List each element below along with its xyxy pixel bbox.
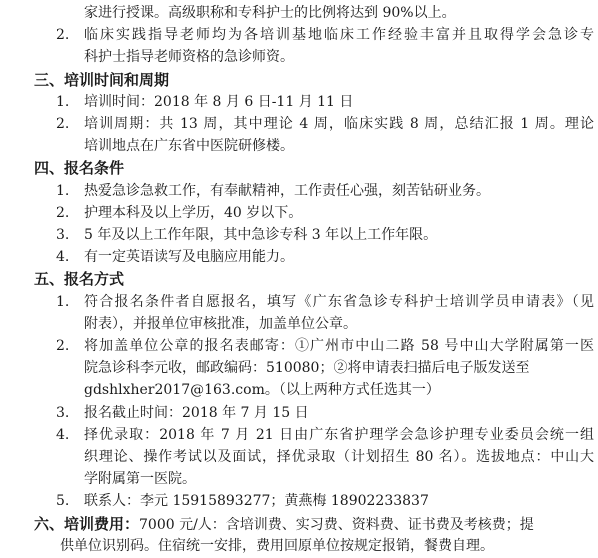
list-number: 1. [56,182,70,199]
list-number: 1. [56,93,70,110]
list-number: 5. [56,493,70,510]
paragraph-continuation: 织理论、操作考试以及面试，择优录取（计划招生 80 名）。选拔地点：中山大 [84,449,594,465]
section-heading-text: 7000 元/人：含培训费、实习费、资料费、证书费及考核费；提 [139,516,534,533]
list-number: 1. [56,293,70,310]
text-line [0,535,598,557]
paragraph-continuation: 培训地点在广东省中医院研修楼。 [84,138,294,155]
paragraph-continuation: 科护士指导老师资格的急诊师资。 [84,49,294,66]
section-heading: 四、报名条件 [34,159,125,178]
list-item-text: 联系人：李元 15915893277；黄燕梅 18902233837 [84,493,429,510]
list-item [0,291,598,313]
list-number: 2. [56,116,70,132]
text-line [0,379,598,401]
paragraph-continuation: 家进行授课。高级职称和专科护士的比例将达到 90%以上。 [84,5,456,21]
list-item [0,113,598,135]
paragraph-continuation: 供单位识别码。住宿统一安排，费用回原单位按规定报销，餐费自理。 [60,537,494,554]
paragraph-continuation: 学附属第一医院。 [84,471,196,488]
list-item [0,490,598,512]
paragraph-continuation: 附表），并报单位审核批准，加盖单位公章。 [84,315,357,332]
list-item-text: 临床实践指导老师均为各培训基地临床工作经验丰富并且取得学会急诊专 [84,27,594,44]
list-number: 2. [56,338,70,354]
list-item [0,24,598,46]
list-number: 3. [56,404,70,421]
list-item [0,91,598,113]
text-line [0,468,598,490]
list-item [0,424,598,446]
list-item-text: 护理本科及以上学历，40 岁以下。 [84,204,303,221]
list-number: 3. [56,227,70,243]
list-item [0,224,598,246]
section-heading: 六、培训费用： [34,514,140,533]
email-line: gdshlxher2017@163.com。（以上两种方式任选其一） [84,382,440,399]
list-item-text: 将加盖单位公章的报名表邮寄：①广州市中山二路 58 号中山大学附属第一医 [84,338,594,354]
list-item [0,202,598,224]
text-line [0,313,598,335]
text-line [0,446,598,468]
paragraph-continuation: 院急诊科李元收，邮政编码：510080；②将申请表扫描后电子版发送至 [84,360,530,377]
heading-with-text [34,513,594,535]
list-item-text: 培训周期：共 13 周，其中理论 4 周，临床实践 8 周，总结汇报 1 周。理论 [84,116,594,132]
list-number: 2. [56,27,70,44]
list-item [0,246,598,268]
list-item [0,180,598,202]
list-item-text: 有一定英语读写及电脑应用能力。 [84,249,294,266]
list-number: 4. [56,249,70,266]
list-number: 4. [56,426,70,443]
text-line [0,135,598,157]
text-line [0,2,598,24]
list-number: 2. [56,204,70,221]
list-item-text: 择优录取：2018 年 7 月 21 日由广东省护理学会急诊护理专业委员会统一组 [84,426,594,443]
list-item-text: 热爱急诊急救工作，有奉献精神，工作责任心强，刻苦钻研业务。 [84,182,490,199]
list-item [0,402,598,424]
list-item-text: 5 年及以上工作年限，其中急诊专科 3 年以上工作年限。 [84,227,438,243]
list-item-text: 报名截止时间：2018 年 7 月 15 日 [84,404,309,421]
text-line [0,357,598,379]
text-line [0,46,598,68]
list-item-text: 符合报名条件者自愿报名，填写《广东省急诊专科护士培训学员申请表》（见 [84,293,594,310]
section-heading: 三、培训时间和周期 [34,70,170,89]
section-heading: 五、报名方式 [34,270,125,289]
list-item [0,335,598,357]
section-heading-inline [0,513,598,535]
list-item-text: 培训时间：2018 年 8 月 6 日-11 月 11 日 [84,93,354,110]
